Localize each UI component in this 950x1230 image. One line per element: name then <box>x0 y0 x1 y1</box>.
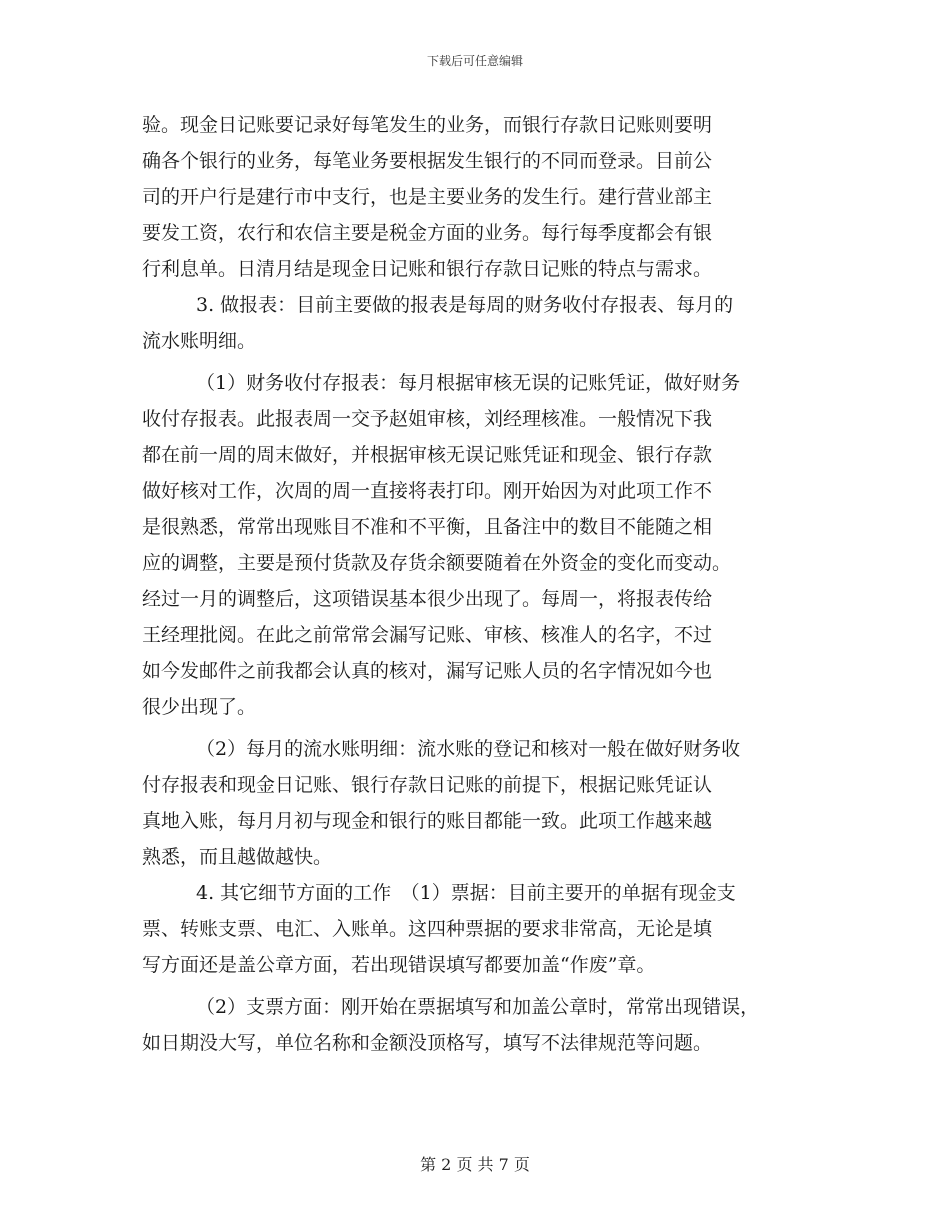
document-body <box>142 107 817 1061</box>
text-line: （2）支票方面：刚开始在票据填写和加盖公章时，常常出现错误， <box>196 996 760 1018</box>
text-line: 收付存报表。此报表周一交予赵姐审核，刘经理核准。一般情况下我 <box>142 408 713 430</box>
text-line: （1）财务收付存报表：每月根据审核无误的记账凭证，做好财务 <box>196 372 741 394</box>
text-line: 如日期没大写，单位名称和金额没顶格写，填写不法律规范等问题。 <box>142 1032 713 1054</box>
text-line: 应的调整，主要是预付货款及存货余额要随着在外资金的变化而变动。 <box>142 552 732 574</box>
text-line: 验。现金日记账要记录好每笔发生的业务，而银行存款日记账则要明 <box>142 114 713 136</box>
page-header: 下载后可任意编辑 <box>426 54 523 68</box>
text-line: 真地入账，每月月初与现金和银行的账目都能一致。此项工作越来越 <box>142 810 713 832</box>
text-line: 写方面还是盖公章方面，若出现错误填写都要加盖“作废”章。 <box>142 954 656 976</box>
page-footer: 第 2 页 共 7 页 <box>420 1155 530 1174</box>
text-line: 熟悉，而且越做越快。 <box>142 846 333 868</box>
text-line: 王经理批阅。在此之前常常会漏写记账、审核、核准人的名字，不过 <box>142 624 713 646</box>
text-line: （2）每月的流水账明细：流水账的登记和核对一般在做好财务收 <box>196 738 741 760</box>
text-line: 确各个银行的业务，每笔业务要根据发生银行的不同而登录。目前公 <box>142 150 713 172</box>
text-line: 票、转账支票、电汇、入账单。这四种票据的要求非常高，无论是填 <box>142 918 713 940</box>
text-line: 经过一月的调整后，这项错误基本很少出现了。每周一，将报表传给 <box>142 588 713 610</box>
text-line: 要发工资，农行和农信主要是税金方面的业务。每行每季度都会有银 <box>142 222 713 244</box>
text-line: 如今发邮件之前我都会认真的核对，漏写记账人员的名字情况如今也 <box>142 660 713 682</box>
text-line: 3. 做报表：目前主要做的报表是每周的财务收付存报表、每月的 <box>196 294 734 316</box>
text-line: 行利息单。日清月结是现金日记账和银行存款日记账的特点与需求。 <box>142 258 713 280</box>
text-line: 流水账明细。 <box>142 330 257 352</box>
text-line: 都在前一周的周末做好，并根据审核无误记账凭证和现金、银行存款 <box>142 444 713 466</box>
text-line: 做好核对工作，次周的周一直接将表打印。刚开始因为对此项工作不 <box>142 480 713 502</box>
text-line: 很少出现了。 <box>142 696 257 718</box>
text-line: 是很熟悉，常常出现账目不准和不平衡，且备注中的数目不能随之相 <box>142 516 713 538</box>
text-line: 4. 其它细节方面的工作 （1）票据：目前主要开的单据有现金支 <box>196 882 736 904</box>
text-line: 司的开户行是建行市中支行，也是主要业务的发生行。建行营业部主 <box>142 186 713 208</box>
text-line: 付存报表和现金日记账、银行存款日记账的前提下，根据记账凭证认 <box>142 774 713 796</box>
